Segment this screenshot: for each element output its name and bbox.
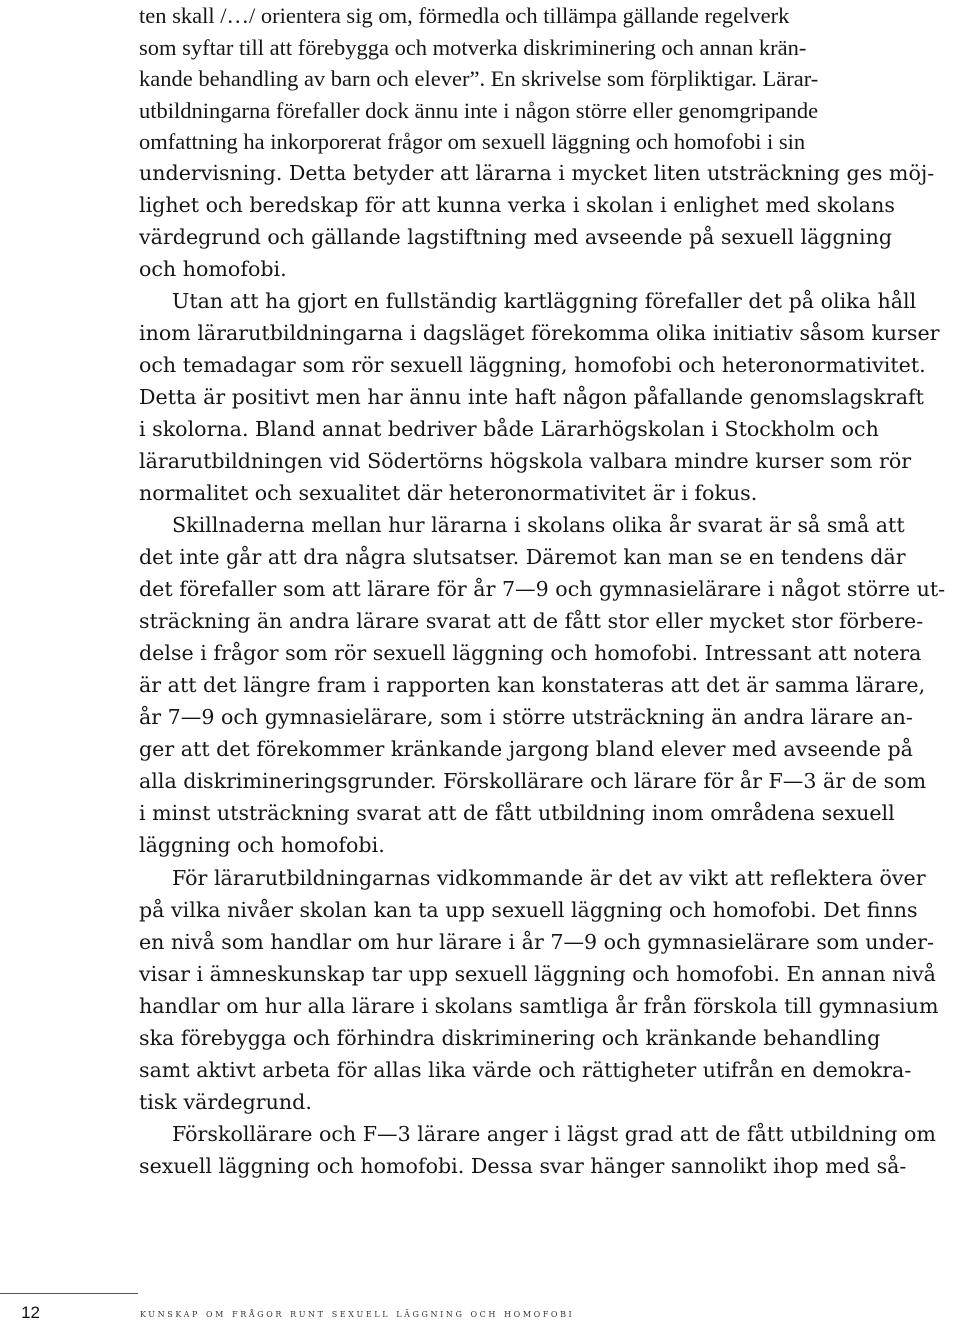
text-line: i skolorna. Bland annat bedriver både Lärarhögskolan i Stockholm och: [139, 417, 879, 442]
text-line: sexuell läggning och homofobi. Dessa svar hänger sannolikt ihop med så-: [139, 1154, 907, 1179]
text-line: utbildningarna förefaller dock ännu inte i någon större eller genomgripande: [139, 97, 819, 123]
text-line: delse i frågor som rör sexuell läggning och homofobi. Intressant att notera: [139, 641, 922, 666]
text-line: handlar om hur alla lärare i skolans samtliga år från förskola till gymnasium: [139, 994, 939, 1019]
text-line: visar i ämneskunskap tar upp sexuell läggning och homofobi. En annan nivå: [139, 962, 936, 987]
paragraph-3: [139, 509, 959, 862]
text-line: och homofobi.: [139, 257, 287, 282]
text-line: en nivå som handlar om hur lärare i år 7—9 och gymnasielärare som under-: [139, 930, 934, 955]
paragraph-1: [139, 0, 959, 158]
text-line: Utan att ha gjort en fullständig kartläggning förefaller det på olika håll: [172, 289, 917, 313]
paragraph-2: [139, 285, 959, 509]
text-line: i minst utsträckning svarat att de fått utbildning inom områdena sexuell: [139, 801, 895, 826]
text-line: Detta är positivt men har ännu inte haft någon påfallande genomslagskraft: [139, 385, 924, 410]
text-line: kande behandling av barn och elever”. En skrivelse som förpliktigar. Lärar-: [139, 66, 819, 92]
text-line: samt aktivt arbeta för allas lika värde och rättigheter utifrån en demokra-: [139, 1058, 912, 1083]
text-line: år 7—9 och gymnasielärare, som i större utsträckning än andra lärare an-: [139, 705, 913, 730]
text-line: lärarutbildningen vid Södertörns högskola valbara mindre kurser som rör: [139, 449, 912, 474]
text-line: det inte går att dra några slutsatser. Däremot kan man se en tendens där: [139, 545, 906, 570]
paragraph-5: [139, 1118, 959, 1182]
text-line: läggning och homofobi.: [139, 833, 385, 858]
footer-rule: [0, 1293, 138, 1294]
paragraph-4: [139, 862, 959, 1118]
text-line: ska förebygga och förhindra diskriminering och kränkande behandling: [139, 1026, 881, 1051]
paragraph-lines: [139, 0, 959, 158]
text-line: undervisning. Detta betyder att lärarna i mycket liten utsträckning ges möj-: [139, 161, 935, 185]
text-line: och temadagar som rör sexuell läggning, homofobi och heteronormativitet.: [139, 353, 926, 378]
text-line: tisk värdegrund.: [139, 1090, 312, 1115]
text-line: För lärarutbildningarnas vidkommande är det av vikt att reflektera över: [172, 866, 926, 890]
page-number: 12: [21, 1303, 40, 1322]
text-line: ten skall /…/ orientera sig om, förmedla och tillämpa gällande regelverk: [139, 3, 790, 28]
text-line: är att det längre fram i rapporten kan konstateras att det är samma lärare,: [139, 673, 926, 698]
text-line: normalitet och sexualitet där heteronormativitet är i fokus.: [139, 481, 758, 506]
text-line: värdegrund och gällande lagstiftning med avseende på sexuell läggning: [139, 225, 893, 250]
text-line: ger att det förekommer kränkande jargong bland elever med avseende på: [139, 737, 913, 762]
running-title: kunskap om frågor runt sexuell läggning och homofobi: [140, 1307, 575, 1320]
text-line: inom lärarutbildningarna i dagsläget förekomma olika initiativ såsom kurser: [139, 321, 940, 346]
text-line: omfattning ha inkorporerat frågor om sexuell läggning och homofobi i sin: [139, 129, 806, 155]
text-line: det förefaller som att lärare för år 7—9 och gymnasielärare i något större ut-: [139, 577, 946, 602]
text-line: alla diskrimineringsgrunder. Förskollärare och lärare för år F—3 är de som: [139, 769, 927, 794]
text-line: som syftar till att förebygga och motverka diskriminering och annan krän-: [139, 34, 807, 60]
text-line: sträckning än andra lärare svarat att de fått stor eller mycket stor förbere-: [139, 609, 924, 634]
text-line: Förskollärare och F—3 lärare anger i lägst grad att de fått utbildning om: [172, 1122, 936, 1146]
paragraph-1-continued: [139, 157, 959, 285]
text-line: Skillnaderna mellan hur lärarna i skolans olika år svarat är så små att: [172, 513, 905, 537]
text-line: på vilka nivåer skolan kan ta upp sexuell läggning och homofobi. Det finns: [139, 898, 918, 923]
text-line: lighet och beredskap för att kunna verka i skolan i enlighet med skolans: [139, 193, 895, 218]
